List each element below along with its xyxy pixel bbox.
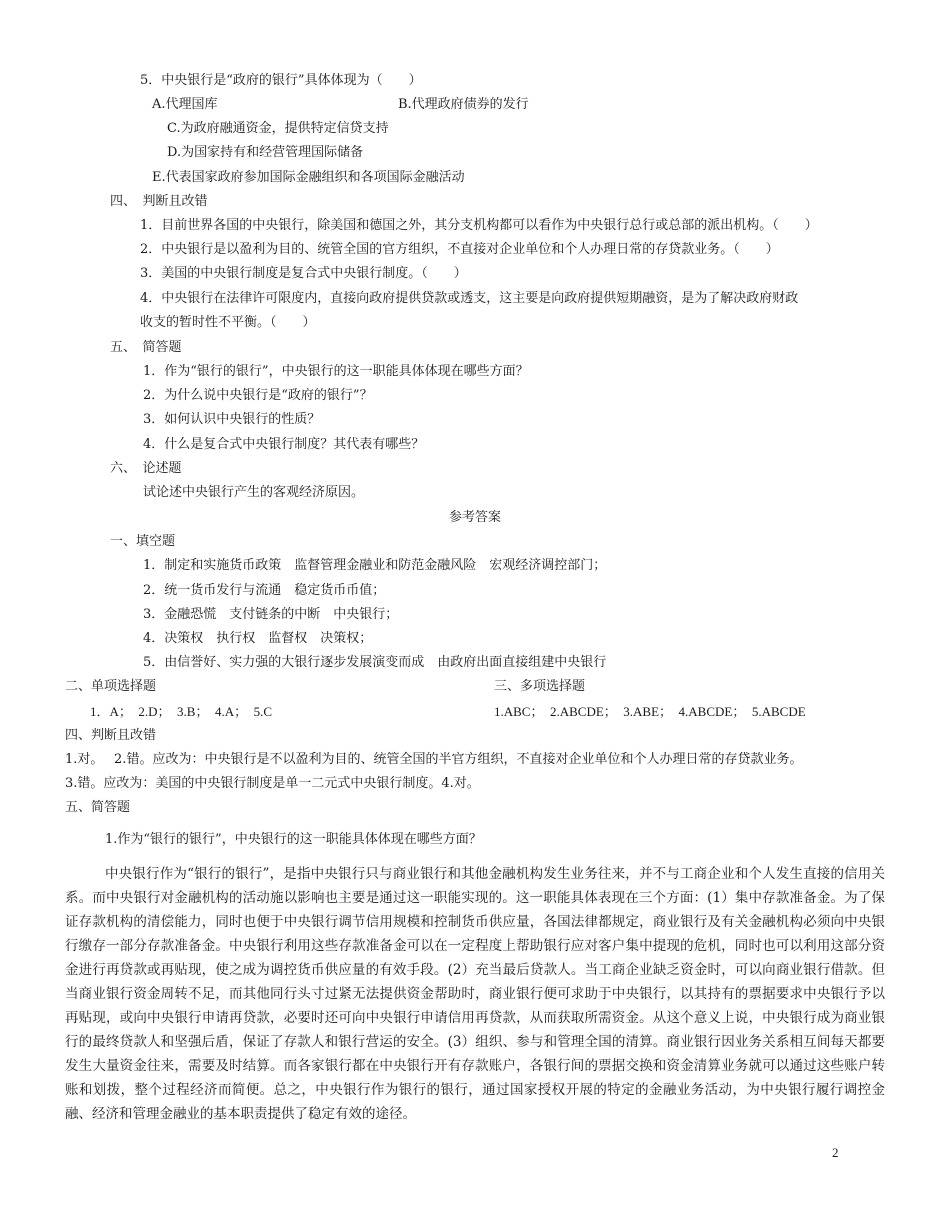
fill-answer: 5．由信誉好、实力强的大银行逐步发展演变而成 由政府出面直接组建中央银行 (143, 655, 607, 670)
q5-option-a: A.代理国库 (152, 97, 218, 112)
essay-item: 试论述中央银行产生的客观经济原因。 (143, 485, 365, 500)
judge-item-continuation: 收支的暂时性不平衡。（ ） (140, 315, 316, 330)
multi-choice-answers: 1.ABC； 2.ABCDE； 3.ABE； 4.ABCDE； 5.ABCDE (494, 704, 806, 719)
short-answer-paragraph: 中央银行作为“银行的银行”，是指中央银行只与商业银行和其他金融机构发生业务往来，并不与工商企业和个人发生直接的信用关系。而中央银行对金融机构的活动施以影响也主要是通过这一职能实现的。这一职能具体表现在三个方面：(1）集中存款准备金。为了保证存款机构的清偿能力，同时也便于中央银行调节信用规模和控制货币供应量，各国法律都规定，商业银行及有关金融机构必须向中央银行缴存一部分存款准备金。中央银行利用这些存款准备金可以在一定程度上帮助银行应对客户集中提现的危机，同时也可以利用这部分资金进行再贷款或再贴现，使之成为调控货币供应量的有效手段。(2）充当最后贷款人。当工商企业缺乏资金时，可以向商业银行借款。但当商业银行资金周转不足，而其他同行头寸过紧无法提供资金帮助时，商业银行便可求助于中央银行，以其持有的票据要求中央银行予以再贴现，或向中央银行申请再贷款，必要时还可向中央银行申请信用再贷款，从而获取所需资金。从这个意义上说，中央银行成为商业银行的最终贷款人和坚强后盾，保证了存款人和银行营运的安全。(3）组织、参与和管理全国的清算。商业银行因业务关系相互间每天都要发生大量资金往来，需要及时结算。而各家银行都在中央银行开有存款账户，各银行间的票据交换和资金清算业务就可以通过这些账户转账和划拨，整个过程经济而简便。总之，中央银行作为银行的银行，通过国家授权开展的特定的金融业务活动，为中央银行履行调控金融、经济和管理金融业的基本职责提供了稳定有效的途径。 (65, 866, 885, 1122)
page-number: 2 (832, 1145, 839, 1160)
q5-option-b: B.代理政府债券的发行 (398, 97, 529, 112)
fill-answer: 4．决策权 执行权 监督权 决策权； (143, 631, 373, 646)
fill-answer: 1．制定和实施货币政策 监督管理金融业和防范金融风险 宏观经济调控部门； (143, 558, 607, 573)
judge-answer-line: 3.错。应改为：美国的中央银行制度是单一二元式中央银行制度。4.对。 (65, 776, 480, 791)
judge-item: 1．目前世界各国的中央银行，除美国和德国之外，其分支机构都可以看作为中央银行总行或总部的派出机构。（ ） (140, 218, 818, 233)
answers-fill-heading: 一、填空题 (110, 534, 176, 549)
answers-multi-heading: 三、多项选择题 (494, 679, 586, 694)
q5-option-e: E.代表国家政府参加国际金融组织和各项国际金融活动 (152, 170, 465, 185)
short-item: 2．为什么说中央银行是“政府的银行”？ (143, 388, 373, 403)
section-essay-heading: 六、 论述题 (110, 461, 182, 476)
answers-judge-heading: 四、判断且改错 (65, 728, 157, 743)
section-judge-heading: 四、 判断且改错 (110, 194, 208, 209)
short-answer-question: 1.作为“银行的银行”，中央银行的这一职能具体体现在哪些方面？ (105, 832, 482, 847)
short-item: 1．作为“银行的银行”，中央银行的这一职能具体体现在哪些方面？ (143, 364, 529, 379)
q5-stem: 5．中央银行是“政府的银行”具体体现为（ ） (140, 73, 422, 88)
judge-answer-line: 1.对。 2.错。应改为：中央银行是不以盈利为目的、统管全国的半官方组织，不直接对企业单位和个人办理日常的存贷款业务。 (65, 752, 803, 767)
section-short-heading: 五、 简答题 (110, 340, 182, 355)
q5-option-d: D.为国家持有和经营管理国际储备 (167, 145, 364, 160)
short-item: 4．什么是复合式中央银行制度？其代表有哪些？ (143, 437, 425, 452)
answers-title: 参考答案 (448, 510, 501, 525)
fill-answer: 3．金融恐慌 支付链条的中断 中央银行； (143, 607, 399, 622)
answers-short-heading: 五、简答题 (65, 800, 131, 815)
q5-option-c: C.为政府融通资金，提供特定信贷支持 (167, 121, 389, 136)
single-choice-answers: 1．A； 2.D； 3.B； 4.A； 5.C (90, 704, 273, 719)
short-item: 3．如何认识中央银行的性质？ (143, 412, 321, 427)
answers-single-heading: 二、单项选择题 (65, 679, 157, 694)
fill-answer: 2．统一货币发行与流通 稳定货币币值； (143, 583, 386, 598)
judge-item: 2．中央银行是以盈利为目的、统管全国的官方组织，不直接对企业单位和个人办理日常的存贷款业务。（ ） (140, 242, 779, 257)
judge-item: 4．中央银行在法律许可限度内，直接向政府提供贷款或透支，这主要是向政府提供短期融资，是为了解决政府财政 (140, 291, 799, 306)
judge-item: 3．美国的中央银行制度是复合式中央银行制度。（ ） (140, 266, 467, 281)
